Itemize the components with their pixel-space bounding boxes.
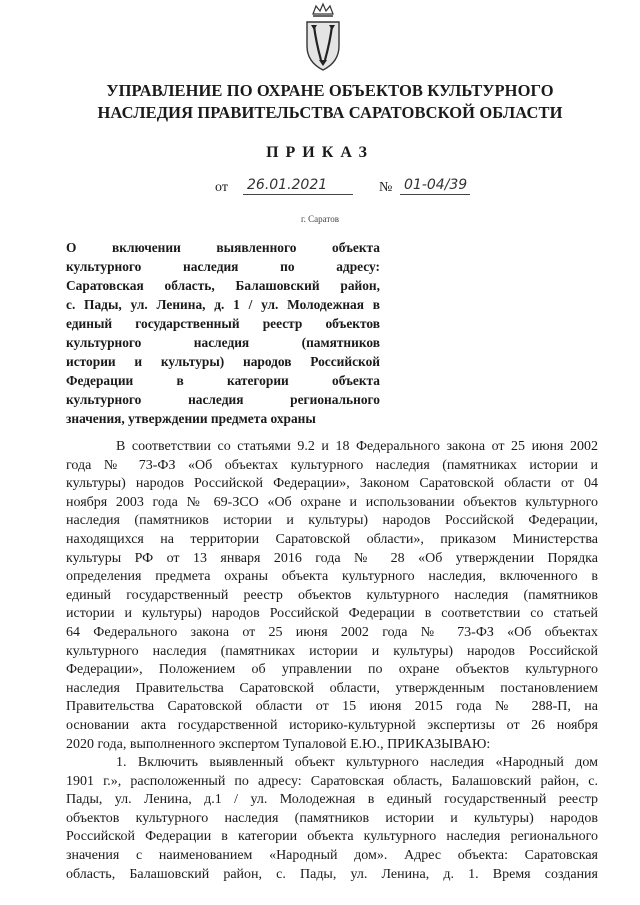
subject-line: единый государственный реестр объектов xyxy=(66,316,380,331)
clause-line: значения с наименованием «Народный дом». Адрес объекта: Саратовская xyxy=(66,848,598,864)
subject-line: культурного наследия (памятников xyxy=(66,335,380,350)
body-line: наследия Правительства Саратовской области, утвержденным постановлением xyxy=(66,680,598,696)
body-line: В соответствии со статьями 9.2 и 18 Федерального закона от 25 июня 2002 xyxy=(116,439,598,454)
clause-line: Российской Федерации в категории объекта культурного наследия регионального xyxy=(66,829,598,845)
order-body xyxy=(66,438,598,884)
subject-line: Саратовская область, Балашовский район, xyxy=(66,278,380,293)
body-line: культуры РФ от 13 января 2016 года № 28 «Об утверждении Порядка xyxy=(66,550,598,566)
body-line: находящихся на территории Саратовской области», приказом Министерства xyxy=(66,531,598,547)
body-line: ноября 2003 года № 69-ЗСО «Об охране и использовании объектов культурного xyxy=(66,494,598,510)
clause-line: 1901 г.», расположенный по адресу: Саратовская область, Балашовский район, с. xyxy=(66,773,598,789)
subject-line: Федерации в категории объекта xyxy=(66,373,380,388)
body-line: истории и культуры) народов Российской Федерации в соответствии со статьей xyxy=(66,606,598,622)
body-line: года № 73-ФЗ «Об объектах культурного наследия (памятниках истории и xyxy=(66,457,598,473)
subject-line: культурного наследия по адресу: xyxy=(66,259,380,274)
organization-title-line-1: УПРАВЛЕНИЕ ПО ОХРАНЕ ОБЪЕКТОВ КУЛЬТУРНОГО xyxy=(106,81,554,100)
order-subject xyxy=(66,238,380,428)
body-line: Правительства Саратовской области от 15 июня 2015 года № 288-П, на xyxy=(66,699,598,715)
handwritten-number: 01-04/39 xyxy=(400,176,470,195)
subject-line: значения, утверждении предмета охраны xyxy=(66,411,316,426)
body-line: основании акта государственной историко-культурной экспертизы от 26 ноября xyxy=(66,717,598,733)
body-line: определения предмета охраны объекта культурного наследия, включенного в xyxy=(66,569,598,585)
body-line: Федерации», Положением об управлении по охране объектов культурного xyxy=(66,662,598,678)
organization-title-line-2: НАСЛЕДИЯ ПРАВИТЕЛЬСТВА САРАТОВСКОЙ ОБЛАСТИ xyxy=(97,103,563,122)
date-label: от xyxy=(215,180,228,195)
clause-line: область, Балашовский район, с. Пады, ул. Ленина, д. 1. Время создания xyxy=(66,866,598,882)
body-line: единый государственный реестр объектов культурного наследия (памятников xyxy=(66,587,598,603)
body-line: культурного наследия (памятниках истории и культуры) народов Российской xyxy=(66,643,598,659)
body-line: 64 Федерального закона от 25 июня 2002 года № 73-ФЗ «Об объектах xyxy=(66,624,598,640)
handwritten-date: 26.01.2021 xyxy=(243,176,353,195)
city-name: г. Саратов xyxy=(301,214,339,224)
subject-line: с. Пады, ул. Ленина, д. 1 / ул. Молодежная в xyxy=(66,297,380,312)
number-label: № xyxy=(379,180,393,195)
clause-line: 1. Включить выявленный объект культурного наследия «Народный дом xyxy=(116,755,598,771)
document-type-heading: ПРИКАЗ xyxy=(266,144,374,161)
body-line: 2020 года, выполненного экспертом Тупаловой Е.Ю., ПРИКАЗЫВАЮ: xyxy=(66,736,491,752)
organization-title xyxy=(80,80,580,124)
subject-line: культурного наследия регионального xyxy=(66,392,380,407)
body-line: наследия (памятников истории и культуры) народов Российской Федерации, xyxy=(66,513,598,529)
body-line: культуры) народов Российской Федерации», Законом Саратовской области от 04 xyxy=(66,476,598,492)
subject-line: истории и культуры) народов Российской xyxy=(66,354,380,369)
clause-line: объектов культурного наследия (памятников истории и культуры) народов xyxy=(66,810,598,826)
clause-line: Пады, ул. Ленина, д.1 / ул. Молодежная в единый государственный реестр xyxy=(66,792,598,808)
subject-line: О включении выявленного объекта xyxy=(66,240,380,255)
saratov-coat-of-arms-icon xyxy=(302,2,344,74)
